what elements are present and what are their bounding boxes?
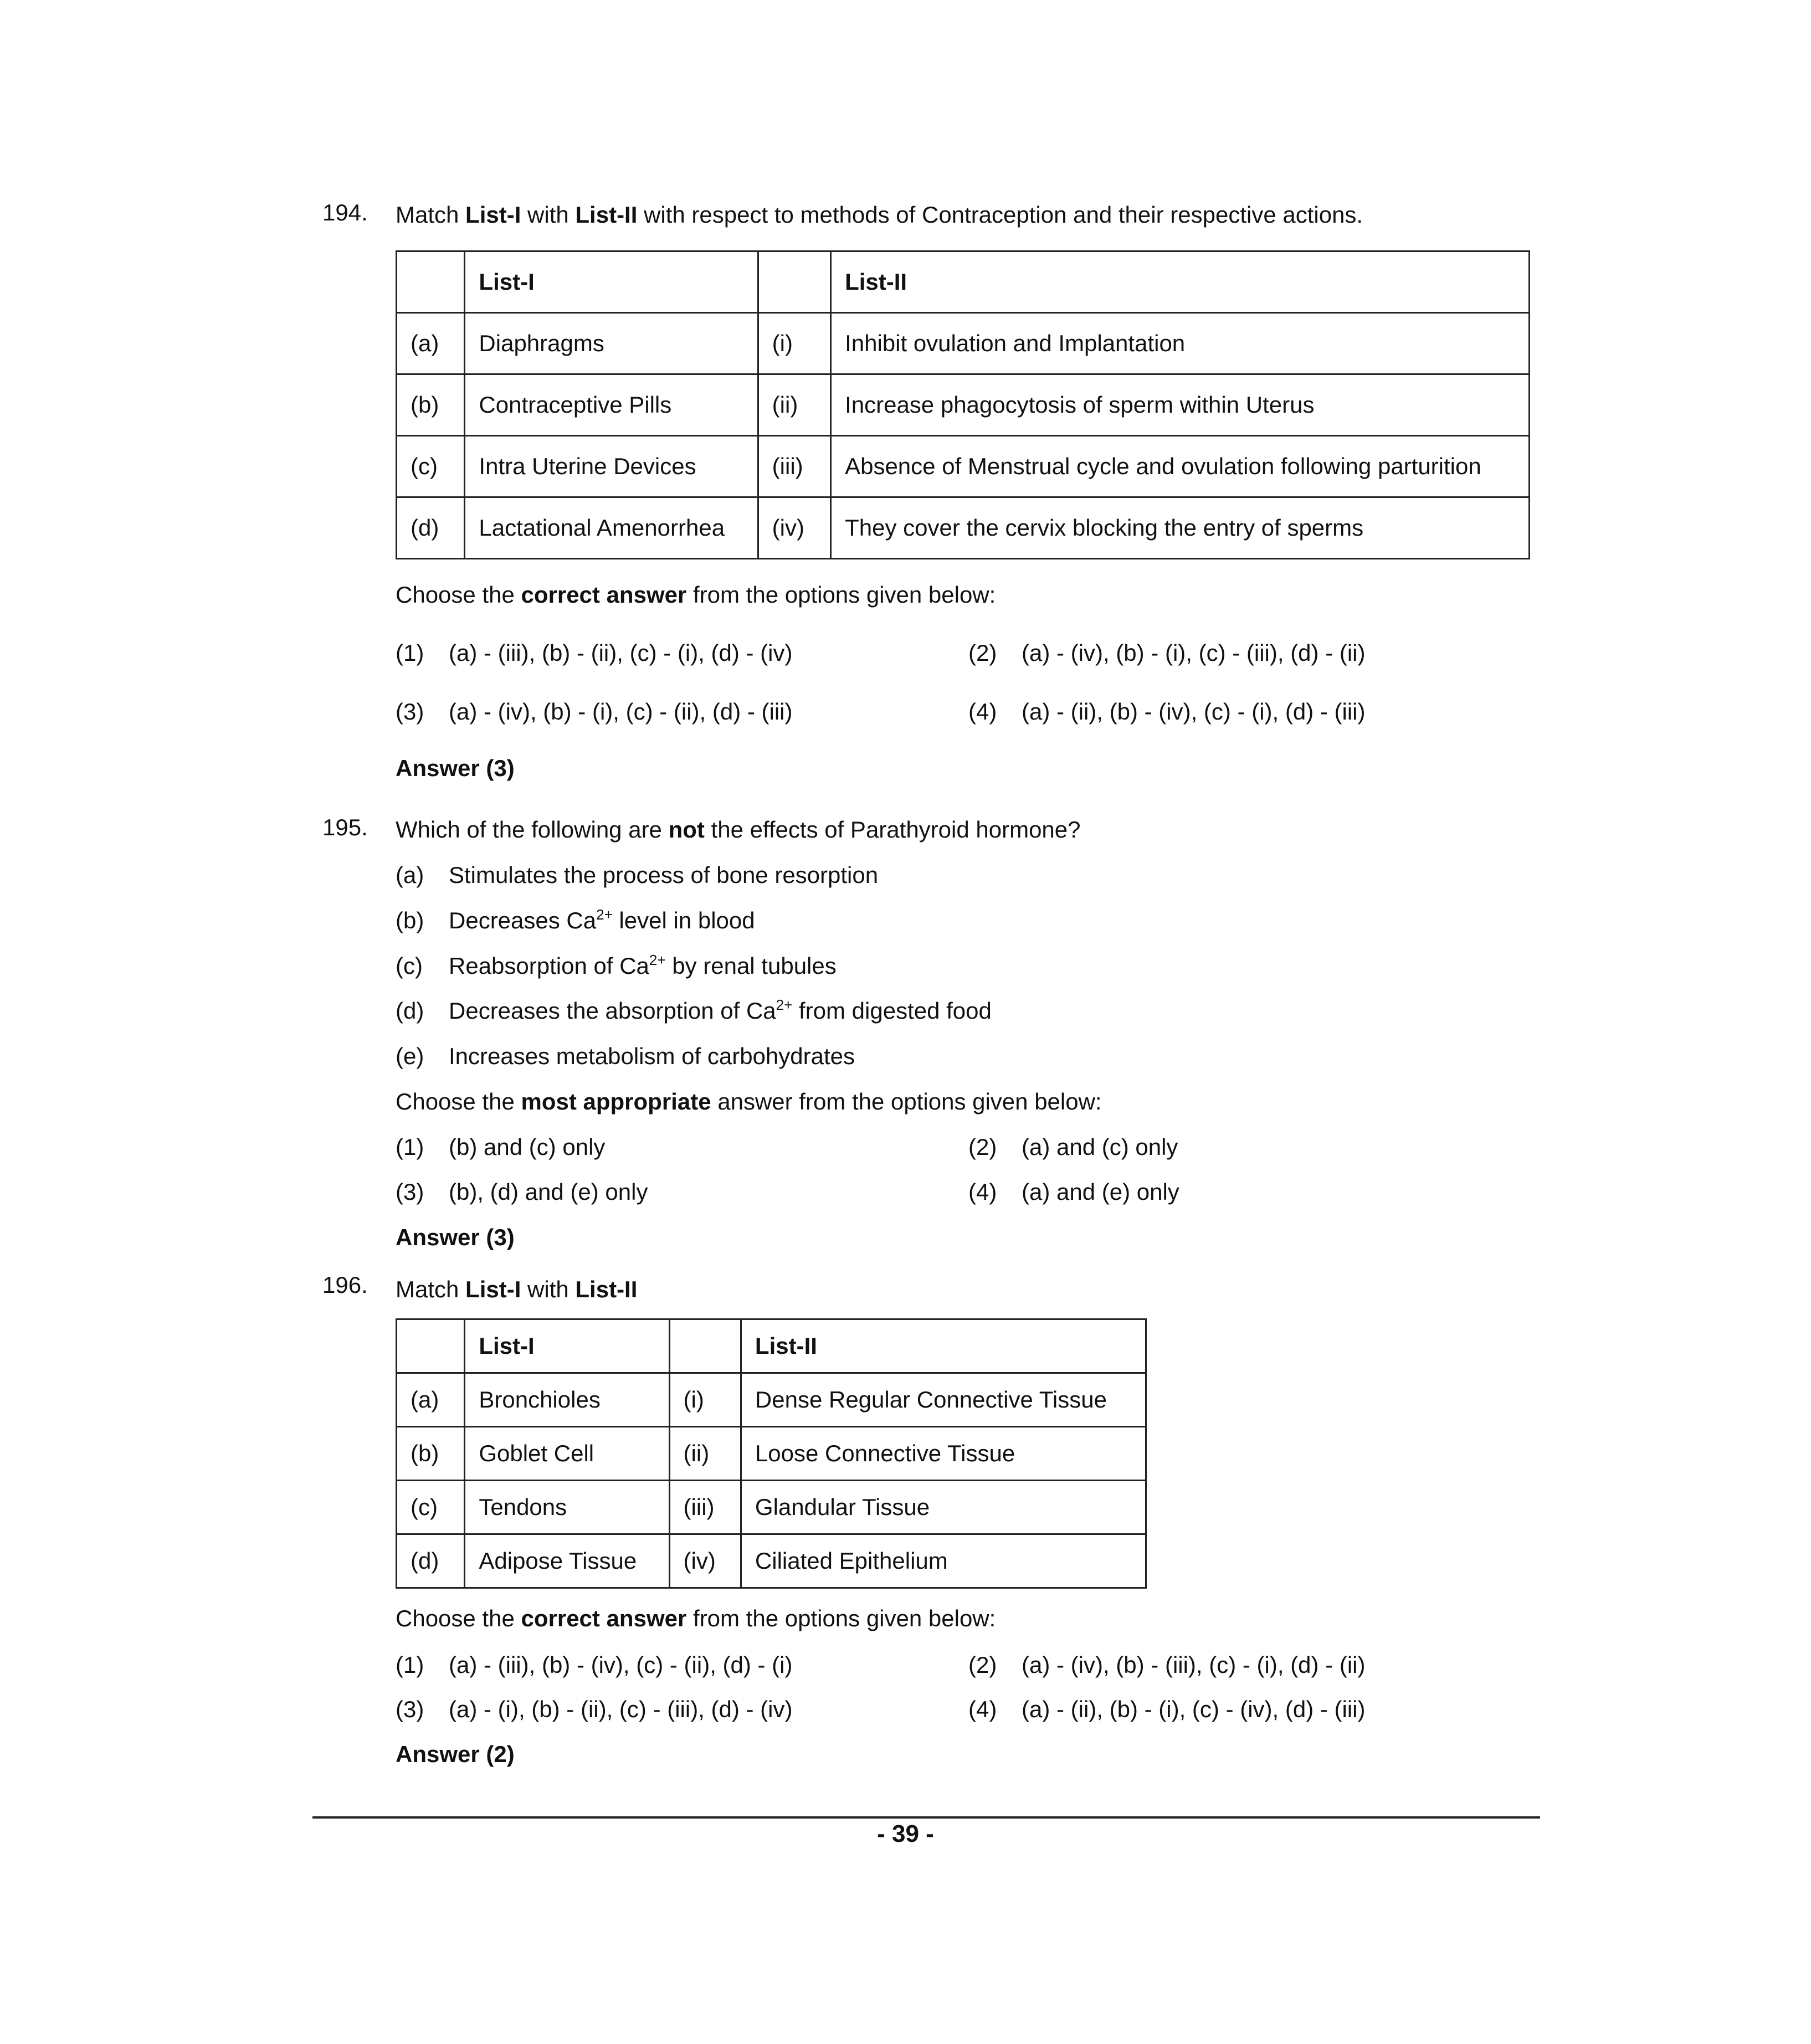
- table-row: (a) Bronchioles (i) Dense Regular Connective Tissue: [397, 1373, 1146, 1427]
- item-label: (e): [396, 1043, 424, 1069]
- answer-text: Answer (3): [396, 1224, 515, 1250]
- table-row: (a) Diaphragms (i) Inhibit ovulation and Implantation: [397, 313, 1530, 374]
- table-row: (d) Lactational Amenorrhea (iv) They cover the cervix blocking the entry of sperms: [397, 497, 1530, 559]
- option-2[interactable]: (2) (a) - (iv), (b) - (i), (c) - (iii), (d) - (ii): [968, 640, 1366, 666]
- question-number: 196.: [322, 1272, 368, 1298]
- item-text: Stimulates the process of bone resorption: [449, 862, 879, 888]
- option-1[interactable]: (1) (a) - (iii), (b) - (iv), (c) - (ii), (d) - (i): [396, 1652, 793, 1678]
- column-header: List-II: [741, 1319, 1146, 1373]
- match-table: [396, 250, 1530, 559]
- option-2[interactable]: (2) (a) and (c) only: [968, 1134, 1178, 1160]
- table-header-row: [397, 1319, 1146, 1373]
- question-prompt: Match List-I with List-II with respect to methods of Contraception and their respective actions.: [396, 202, 1363, 228]
- answer-text: Answer (3): [396, 755, 515, 781]
- option-3[interactable]: (3) (a) - (iv), (b) - (i), (c) - (ii), (d) - (iii): [396, 699, 793, 725]
- page-number: - 39 -: [877, 1820, 934, 1847]
- table-row: (d) Adipose Tissue (iv) Ciliated Epithelium: [397, 1534, 1146, 1588]
- item-text: Decreases the absorption of $Ca^{2+}$ from digested food: [449, 997, 992, 1024]
- item-text: Decreases $Ca^{2+}$ level in blood: [449, 906, 755, 933]
- table-header-row: [397, 251, 1530, 313]
- column-header: List-I: [465, 1319, 669, 1373]
- instruction-text: Choose the most appropriate answer from the options given below:: [396, 1088, 1102, 1115]
- question-prompt: Which of the following are not the effects of Parathyroid hormone?: [396, 816, 1081, 843]
- option-1[interactable]: (1) (a) - (iii), (b) - (ii), (c) - (i), (d) - (iv): [396, 640, 793, 666]
- footer-divider: [312, 1816, 1540, 1819]
- option-4[interactable]: (4) (a) - (ii), (b) - (i), (c) - (iv), (d) - (iii): [968, 1696, 1366, 1722]
- instruction-text: Choose the correct answer from the options given below:: [396, 1605, 996, 1631]
- option-4[interactable]: (4) (a) - (ii), (b) - (iv), (c) - (i), (d) - (iii): [968, 699, 1366, 725]
- item-label: (c): [396, 953, 423, 979]
- option-2[interactable]: (2) (a) - (iv), (b) - (iii), (c) - (i), (d) - (ii): [968, 1652, 1366, 1678]
- instruction-text: Choose the correct answer from the options given below:: [396, 582, 996, 608]
- question-prompt: Match List-I with List-II: [396, 1276, 638, 1302]
- table-row: (b) Contraceptive Pills (ii) Increase phagocytosis of sperm within Uterus: [397, 374, 1530, 436]
- column-header: List-I: [465, 251, 758, 313]
- item-label: (b): [396, 907, 424, 933]
- option-3[interactable]: (3) (a) - (i), (b) - (ii), (c) - (iii), (d) - (iv): [396, 1696, 793, 1722]
- option-4[interactable]: (4) (a) and (e) only: [968, 1179, 1179, 1205]
- item-label: (d): [396, 998, 424, 1024]
- column-header: List-II: [831, 251, 1530, 313]
- question-number: 194.: [322, 199, 368, 225]
- question-number: 195.: [322, 814, 368, 840]
- table-row: (c) Tendons (iii) Glandular Tissue: [397, 1481, 1146, 1534]
- item-label: (a): [396, 862, 424, 888]
- answer-text: Answer (2): [396, 1741, 515, 1767]
- option-1[interactable]: (1) (b) and (c) only: [396, 1134, 606, 1160]
- table-row: (c) Intra Uterine Devices (iii) Absence of Menstrual cycle and ovulation following parturition: [397, 436, 1530, 497]
- match-table: [396, 1318, 1147, 1589]
- item-text: Increases metabolism of carbohydrates: [449, 1043, 855, 1069]
- option-3[interactable]: (3) (b), (d) and (e) only: [396, 1179, 648, 1205]
- item-text: Reabsorption of $Ca^{2+}$ by renal tubules: [449, 952, 837, 979]
- table-row: (b) Goblet Cell (ii) Loose Connective Tissue: [397, 1427, 1146, 1481]
